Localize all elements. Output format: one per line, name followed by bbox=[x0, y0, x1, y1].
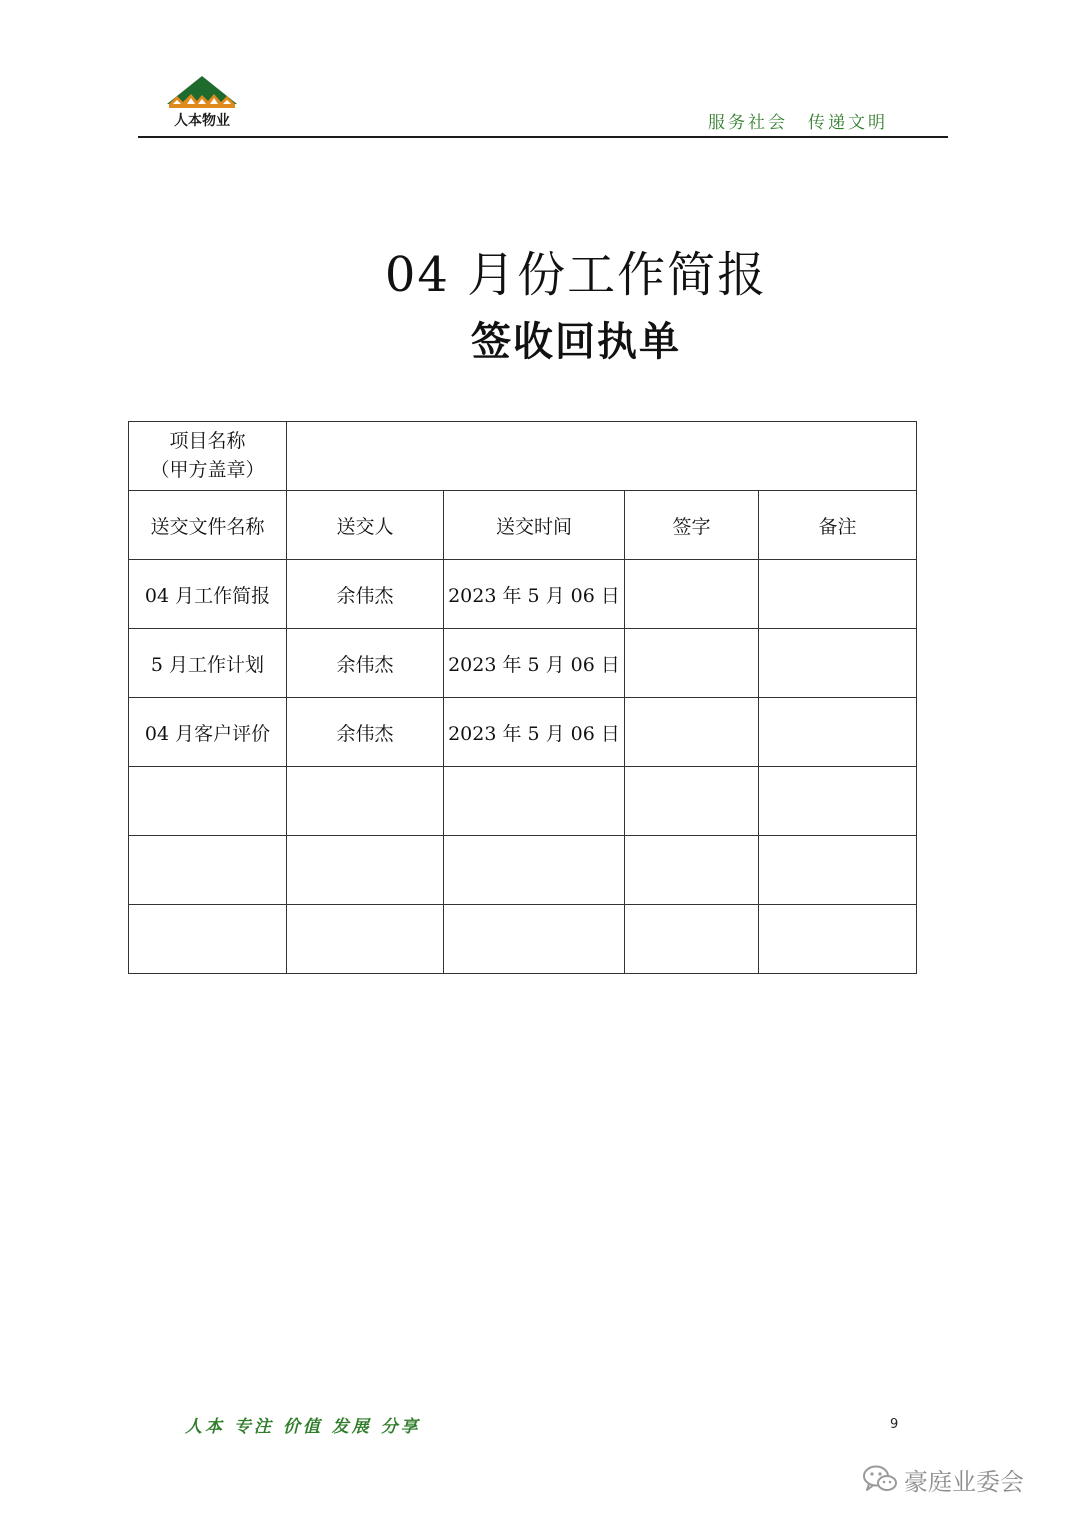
slogan-part-2: 传递文明 bbox=[808, 113, 888, 133]
table-row bbox=[129, 629, 917, 698]
cell-remarks[interactable] bbox=[759, 905, 917, 974]
document-title: 04 月份工作简报 bbox=[384, 247, 768, 303]
wechat-watermark bbox=[862, 1461, 1024, 1497]
page-number: 9 bbox=[890, 1417, 899, 1432]
project-name-value[interactable] bbox=[287, 422, 917, 491]
project-row bbox=[129, 422, 917, 491]
cell-file-name: 5 月工作计划 bbox=[129, 629, 287, 698]
watermark-text: 豪庭业委会 bbox=[904, 1467, 1024, 1496]
cell-sender[interactable] bbox=[287, 836, 444, 905]
cell-sender: 余伟杰 bbox=[287, 629, 444, 698]
table-row bbox=[129, 560, 917, 629]
cell-file-name[interactable] bbox=[129, 905, 287, 974]
cell-file-name: 04 月客户评价 bbox=[129, 698, 287, 767]
cell-sender: 余伟杰 bbox=[287, 560, 444, 629]
cell-time: 2023 年 5 月 06 日 bbox=[444, 560, 625, 629]
cell-signature[interactable] bbox=[625, 836, 759, 905]
table-row bbox=[129, 767, 917, 836]
cell-file-name: 04 月工作简报 bbox=[129, 560, 287, 629]
slogan-part-1: 服务社会 bbox=[708, 113, 788, 133]
cell-time: 2023 年 5 月 06 日 bbox=[444, 629, 625, 698]
cell-sender: 余伟杰 bbox=[287, 698, 444, 767]
column-header-remarks: 备注 bbox=[759, 491, 917, 560]
mountain-logo-icon bbox=[165, 76, 239, 110]
cell-sender[interactable] bbox=[287, 767, 444, 836]
cell-remarks[interactable] bbox=[759, 836, 917, 905]
cell-remarks[interactable] bbox=[759, 767, 917, 836]
cell-time[interactable] bbox=[444, 836, 625, 905]
cell-signature[interactable] bbox=[625, 629, 759, 698]
footer-motto: 人本 专注 价值 发展 分享 bbox=[185, 1417, 421, 1437]
column-header-signature: 签字 bbox=[625, 491, 759, 560]
project-name-label bbox=[129, 422, 287, 491]
logo-text: 人本物业 bbox=[174, 113, 230, 129]
wechat-icon bbox=[862, 1464, 898, 1494]
column-header-sender: 送交人 bbox=[287, 491, 444, 560]
cell-sender[interactable] bbox=[287, 905, 444, 974]
header-slogan bbox=[708, 108, 888, 133]
project-label-line2: （甲方盖章） bbox=[150, 459, 265, 481]
table-header-row bbox=[129, 491, 917, 560]
cell-signature[interactable] bbox=[625, 560, 759, 629]
cell-file-name[interactable] bbox=[129, 767, 287, 836]
table-row bbox=[129, 698, 917, 767]
cell-time[interactable] bbox=[444, 905, 625, 974]
document-subtitle: 签收回执单 bbox=[471, 318, 681, 365]
cell-signature[interactable] bbox=[625, 698, 759, 767]
cell-signature[interactable] bbox=[625, 767, 759, 836]
company-logo bbox=[165, 76, 239, 132]
cell-time: 2023 年 5 月 06 日 bbox=[444, 698, 625, 767]
table-row bbox=[129, 836, 917, 905]
cell-file-name[interactable] bbox=[129, 836, 287, 905]
cell-time[interactable] bbox=[444, 767, 625, 836]
cell-remarks[interactable] bbox=[759, 560, 917, 629]
column-header-file-name: 送交文件名称 bbox=[129, 491, 287, 560]
receipt-table bbox=[128, 421, 917, 974]
cell-remarks[interactable] bbox=[759, 629, 917, 698]
column-header-time: 送交时间 bbox=[444, 491, 625, 560]
table-row bbox=[129, 905, 917, 974]
header-divider bbox=[138, 136, 948, 138]
cell-remarks[interactable] bbox=[759, 698, 917, 767]
cell-signature[interactable] bbox=[625, 905, 759, 974]
project-label-line1: 项目名称 bbox=[169, 430, 246, 452]
